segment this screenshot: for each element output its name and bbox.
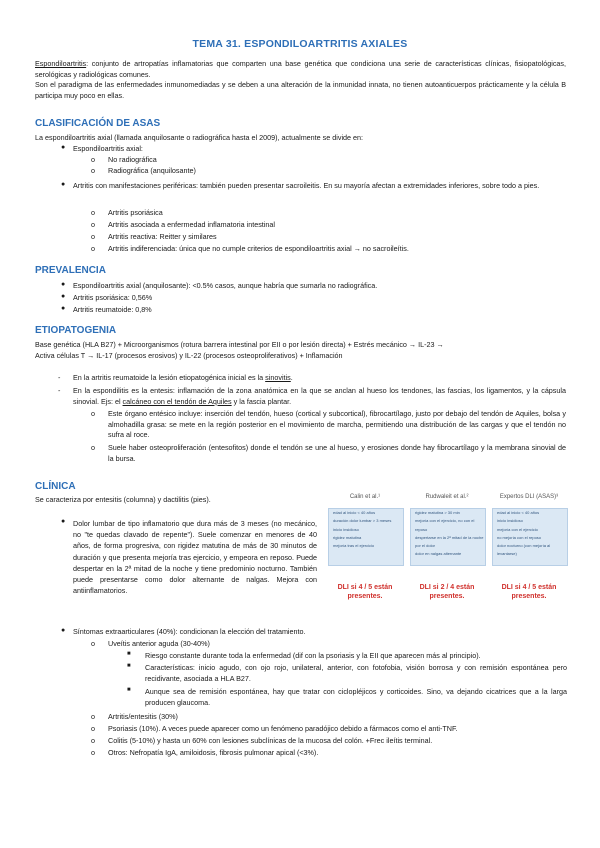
periferica-item: Artritis asociada a enfermedad inflamatoria intestinal xyxy=(108,220,275,229)
etio-dash-2-underlined: calcáneo con el tendón de Aquiles xyxy=(122,396,232,406)
axial-item: Radiográfica (anquilosante) xyxy=(108,166,196,175)
extra-item: Artritis/entesitis (30%) xyxy=(108,712,178,721)
criteria-card xyxy=(492,508,568,566)
intro-term: Espondiloartritis xyxy=(35,59,87,68)
criteria-item: mejoría con el ejercicio xyxy=(497,526,538,532)
circle-bullet-icon: o xyxy=(91,736,95,745)
heading-clinica: CLÍNICA xyxy=(35,481,76,492)
criteria-header: Expertos DLI (ASAS)³ xyxy=(499,494,559,500)
criteria-item: edad al inicio < 40 años xyxy=(333,510,376,515)
criteria-item: edad al inicio < 40 años xyxy=(497,510,540,515)
circle-bullet-icon: o xyxy=(91,712,95,721)
periferica-item: Artritis indiferenciada: única que no cumple criterios de espondiloartritis axial → no sacroileítis. xyxy=(108,244,409,253)
bullet-dot-icon: ● xyxy=(61,627,66,634)
bullet-dot-icon: ● xyxy=(61,305,66,312)
bullet-dot-icon: ● xyxy=(61,281,66,288)
criteria-result: DLI si 2 / 4 están presentes. xyxy=(419,584,475,600)
bullet-dot-icon: ● xyxy=(61,181,66,188)
circle-bullet-icon: o xyxy=(91,208,95,217)
dli-criteria-figure xyxy=(326,494,568,604)
etio-line-2: Activa células T → IL-17 (procesos erosivos) y IL-22 (procesos osteoproliferativos) + Inflamación xyxy=(35,351,343,360)
prevalencia-item: Artritis psoriásica: 0,56% xyxy=(73,293,153,302)
criteria-item: dolor en nalgas alternante xyxy=(415,551,462,557)
dash-icon: - xyxy=(58,386,61,395)
square-bullet-icon: ■ xyxy=(127,687,131,693)
periferica-label: Artritis con manifestaciones periféricas: también pueden presentar sacroileitis. En su mayoría afectan a extremidades inferiores, sobre todo a pies. xyxy=(73,181,540,190)
criteria-item: no mejoría con el reposo xyxy=(497,534,542,540)
bullet-dot-icon: ● xyxy=(61,293,66,300)
extra-label: Síntomas extraarticulares (40%): condicionan la elección del tratamiento. xyxy=(73,627,306,636)
axial-label: Espondiloartritis axial: xyxy=(73,144,143,153)
etio-dash-2 xyxy=(73,386,566,407)
circle-bullet-icon: o xyxy=(91,724,95,733)
heading-etiopatogenia: ETIOPATOGENIA xyxy=(35,325,117,336)
square-bullet-icon: ■ xyxy=(127,663,131,669)
etio-dash-1-underlined: sinovitis xyxy=(265,373,291,382)
circle-bullet-icon: o xyxy=(91,155,95,164)
criteria-header: Rudwaleit et al.² xyxy=(425,494,469,500)
circle-bullet-icon: o xyxy=(91,166,95,175)
clinica-dolor: Dolor lumbar de tipo inflamatorio que dura más de 3 meses (no mecánico, no "te quedas clavado de repente"). Suele comenzar en menores de 40 años, de forma progresiva, con rigidez matutina de más de 30 minutos de duración y que presenta mejoría tras ejercicio, y empeora en reposo. Puede despertar en la 2ª mitad de la noche y tiene predominio nocturno. También puede presentarse como dolor alternante de nalgas. Mejora con antiinflamatorios. xyxy=(73,519,317,596)
clinica-lead: Se caracteriza por entesitis (columna) y dactilitis (pies). xyxy=(35,495,211,504)
criteria-item: despertarse en la 2ª mitad de la noche por el dolor xyxy=(415,534,484,549)
criteria-item: inicio insidioso xyxy=(497,518,523,524)
circle-bullet-icon: o xyxy=(91,748,95,757)
circle-bullet-icon: o xyxy=(91,409,95,418)
criteria-card xyxy=(328,508,404,566)
circle-bullet-icon: o xyxy=(91,220,95,229)
criteria-item: inicio insidioso xyxy=(333,526,359,532)
etio-line-1: Base genética (HLA B27) + Microorganismos (rotura barrera intestinal por EII o por lesión directa) + Estrés mecánico → IL-23 → xyxy=(35,340,444,349)
criteria-card xyxy=(410,508,486,566)
prevalencia-item: Artritis reumatoide: 0,8% xyxy=(73,305,152,314)
etio-sub-2: Suele haber osteoproliferación (entesofitos) donde el tendón se une al hueso, y erosiones donde hay fibrocartílago y la membrana sinovial de la bursa. xyxy=(108,443,566,463)
circle-bullet-icon: o xyxy=(91,639,95,648)
extra-item: Colitis (5-10%) y hasta un 60% con lesiones subclínicas de la mucosa del colón. +Frec ileítis terminal. xyxy=(108,736,433,745)
periferica-item: Artritis reactiva: Reitter y similares xyxy=(108,232,217,241)
intro-paragraph xyxy=(35,59,566,80)
uveitis-item: Características: inicio agudo, con ojo rojo, unilateral, anterior, con fotofobia, visión borrosa y con remisión espontánea pero recidivante, asociada a HLA B27. xyxy=(145,663,567,683)
etio-dash-2-end: y la fascia plantar. xyxy=(231,396,292,406)
page-title: TEMA 31. ESPONDILOARTRITIS AXIALES xyxy=(192,38,408,50)
intro-paragraph-2: Son el paradigma de las enfermedades inmunomediadas y se deben a una alteración de la inmunidad innata, no tienen autoanticuerpos prácticamente y la célula B participa muy poco en ellas. xyxy=(35,80,566,100)
etio-dash-1-text: En la artritis reumatoide la lesión etiopatogénica inicial es la xyxy=(73,373,266,382)
bullet-dot-icon: ● xyxy=(61,518,66,525)
criteria-item: dolor nocturno (con mejoría al levantarse) xyxy=(497,543,551,557)
extra-item: Otros: Nefropatía IgA, amiloidosis, fibrosis pulmonar apical (<3%). xyxy=(108,748,319,757)
criteria-item: mejoría con el ejercicio, no con el reposo xyxy=(415,518,475,532)
criteria-item: rigidez matutina > 30 min xyxy=(415,510,460,515)
circle-bullet-icon: o xyxy=(91,244,95,253)
criteria-item: mejoría tras el ejercicio xyxy=(333,543,375,549)
uveitis-label: Uveítis anterior aguda (30-40%) xyxy=(108,639,210,648)
circle-bullet-icon: o xyxy=(91,443,95,452)
criteria-item: duración dolor lumbar > 3 meses xyxy=(333,518,392,524)
prevalencia-item: Espondiloartritis axial (anquilosante): <0.5% casos, aunque habría que sumarla no radiográfica. xyxy=(73,281,378,290)
etio-dash-1 xyxy=(73,373,293,384)
extra-item: Psoriasis (10%). A veces puede aparecer como un fenómeno paradójico debido a fármacos como el anti-TNF. xyxy=(108,724,458,733)
clasificacion-lead: La espondiloartritis axial (llamada anquilosante o radiográfica hasta el 2009), actualmente se divide en: xyxy=(35,133,364,142)
etio-dash-2-text: En la espondilitis es la entesis: inflamación de la zona anatómica en la que se anclan al hueso los tendones, las fascias, los ligamentos, y la cápsula sinovial. Ejs: el xyxy=(73,386,566,406)
periferica-item: Artritis psoriásica xyxy=(108,208,163,217)
circle-bullet-icon: o xyxy=(91,232,95,241)
criteria-result: DLI si 4 / 5 están presentes. xyxy=(337,584,393,600)
square-bullet-icon: ■ xyxy=(127,651,131,657)
heading-prevalencia: PREVALENCIA xyxy=(35,265,106,276)
axial-item: No radiográfica xyxy=(108,155,157,164)
uveitis-item: Riesgo constante durante toda la enfermedad (dif con la psoriasis y la EII que aparecen más al principio). xyxy=(145,651,481,660)
etio-sub-1: Este órgano entésico incluye: inserción del tendón, hueso (cortical y subcortical), fibrocartílago, justo por debajo del tendón de Aquiles, bolsa y almohadilla grasa: se mete en la región posterior en el movimiento de marcha, permitiendo una distribución de las cargas y que el tendón no sufra al roce. xyxy=(108,409,566,440)
uveitis-item: Aunque sea de remisión espontánea, hay que tratar con ciclopléjicos y corticoides. Sino, va dejando cicatrices que a la larga producen glaucoma. xyxy=(145,687,567,707)
intro-text: : conjunto de artropatías inflamatorias que comparten una base genética que condiciona una serie de características clínicas, fisiopatológicas, serológicas y radiológicas comunes. xyxy=(35,59,566,79)
dash-icon: - xyxy=(58,373,61,382)
heading-clasificacion: CLASIFICACIÓN DE ASAS xyxy=(35,118,161,129)
criteria-result: DLI si 4 / 5 están presentes. xyxy=(501,584,557,600)
bullet-dot-icon: ● xyxy=(61,144,66,151)
criteria-header: Calin et al.¹ xyxy=(349,494,381,500)
criteria-item: rigidez matutina xyxy=(333,534,362,540)
etio-dash-1-end: . xyxy=(290,373,293,382)
